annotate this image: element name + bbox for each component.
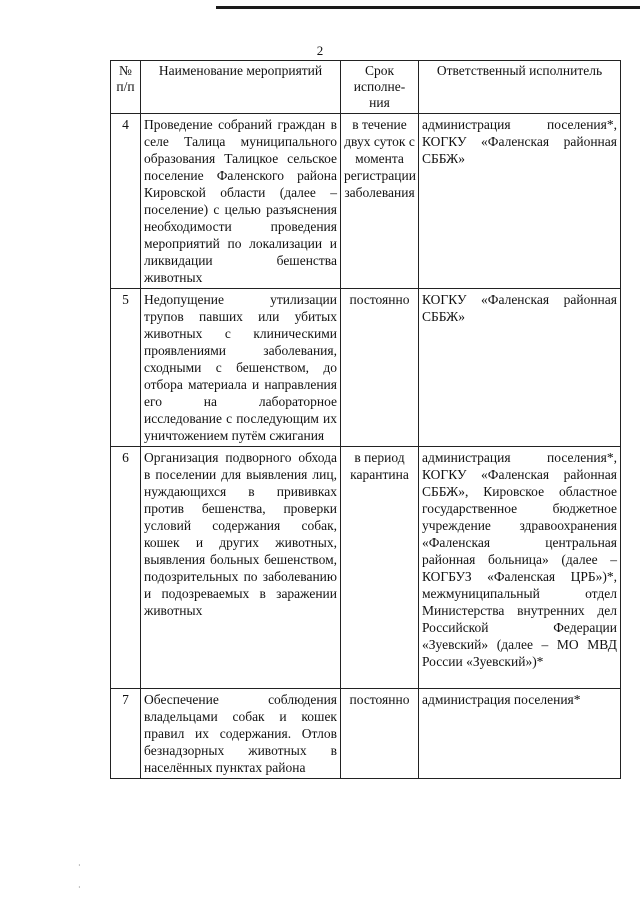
row-number: 5 [111, 289, 141, 447]
scan-speck: · [78, 861, 81, 870]
measure-name: Обеспечение соблюдения владельцами собак и кошек правил их содержания. Отлов безнадзорных животных в населённых пунктах района [141, 689, 341, 779]
measure-term: в период карантина [341, 447, 419, 689]
row-number: 7 [111, 689, 141, 779]
row-number: 4 [111, 114, 141, 289]
measure-responsible: администрация поселения*, КОГКУ «Фаленская районная СББЖ», Кировское областное государственное бюджетное учреждение здравоохранения «Фаленская центральная районная больница» (далее – КОГБУЗ «Фаленская ЦРБ»)*, межмуниципальный отдел Министерства внутренних дел Российской Федерации «Зуевский» (далее – МО МВД России «Зуевский»)* [419, 447, 621, 689]
measure-name: Проведение собраний граждан в селе Талица муниципального образования Талицкое сельское поселение Фаленского района Кировской области (далее – поселение) с целью разъяснения необходимости проведения мероприятий по локализации и ликвидации бешенства животных [141, 114, 341, 289]
table-row [111, 114, 621, 289]
measure-term: в течение двух суток с момента регистрации заболевания [341, 114, 419, 289]
measure-term: постоянно [341, 689, 419, 779]
table-header-row [111, 61, 621, 114]
measure-name: Организация подворного обхода в поселении для выявления лиц, нуждающихся в прививках против бешенства, проверки условий содержания собак, кошек и других животных, выявления больных бешенством, подозрительных по заболеванию и подозреваемых в заражении животных [141, 447, 341, 689]
measure-name: Недопущение утилизации трупов павших или убитых животных с клиническими проявлениями заболевания, сходными с бешенством, до отбора материала и направления его на лабораторное исследование с последующим их уничтожением путём сжигания [141, 289, 341, 447]
table-row [111, 447, 621, 689]
table-row [111, 289, 621, 447]
measure-responsible: администрация поселения* [419, 689, 621, 779]
measure-responsible: администрация поселения*, КОГКУ «Фаленская районная СББЖ» [419, 114, 621, 289]
header-responsible: Ответственный исполнитель [419, 61, 621, 114]
measures-table [110, 60, 621, 779]
header-num: № п/п [111, 61, 141, 114]
table-row [111, 689, 621, 779]
header-term: Срок исполне-ния [341, 61, 419, 114]
measure-responsible: КОГКУ «Фаленская районная СББЖ» [419, 289, 621, 447]
measure-term: постоянно [341, 289, 419, 447]
scan-speck: · [78, 883, 81, 892]
page-number: 2 [316, 43, 324, 58]
header-name: Наименование мероприятий [141, 61, 341, 114]
row-number: 6 [111, 447, 141, 689]
top-rule [216, 6, 640, 9]
